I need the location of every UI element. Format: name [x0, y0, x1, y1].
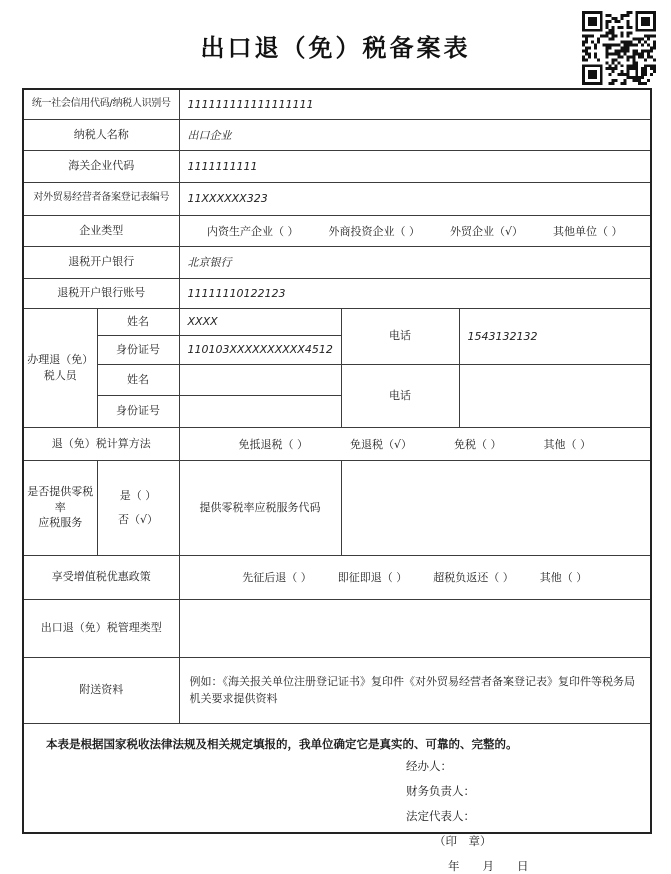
row-refund-bank — [23, 246, 651, 278]
handler2-phone-value — [459, 364, 651, 427]
option-other: 其他（ ） — [543, 437, 591, 451]
handlers-label-line1: 办理退（免） — [27, 352, 94, 366]
row-trade-reg-no — [23, 182, 651, 215]
taxpayer-name-label: 纳税人名称 — [23, 119, 179, 150]
calc-method-label: 退（免）税计算方法 — [23, 427, 179, 460]
declaration-statement: 本表是根据国家税收法律法规及相关规定填报的，我单位确定它是真实的、可靠的、完整的。 — [46, 736, 518, 751]
customs-code-label: 海关企业代码 — [23, 150, 179, 182]
handler2-id-label: 身份证号 — [97, 395, 179, 427]
handlers-label-line2: 税人员 — [43, 368, 77, 382]
option-other-unit: 其他单位（ ） — [553, 224, 623, 238]
refund-bank-label: 退税开户银行 — [23, 246, 179, 278]
handler1-id-value: 110103XXXXXXXXXX4512 — [179, 335, 341, 364]
handler2-id-value — [179, 395, 341, 427]
signature-block — [406, 758, 529, 874]
vat-policy-options — [179, 555, 651, 599]
row-declaration — [23, 723, 651, 833]
legal-representative-signature-label: 法定代表人： — [406, 808, 475, 823]
zero-rate-label — [23, 460, 97, 555]
taxpayer-name-value: 出口企业 — [179, 119, 651, 150]
customs-code-value: 1111111111 — [179, 150, 651, 182]
refund-bank-account-label: 退税开户银行账号 — [23, 278, 179, 308]
option-other-policy: 其他（ ） — [539, 571, 588, 584]
row-enterprise-type — [23, 215, 651, 246]
attachments-value: 例如：《海关报关单位注册登记证书》复印件《对外贸易经营者备案登记表》复印件等税务局机关要求提供资料 — [179, 657, 651, 723]
enterprise-type-label: 企业类型 — [23, 215, 179, 246]
row-handler2-name — [23, 364, 651, 395]
handler1-name-value: XXXX — [179, 308, 341, 335]
zero-rate-yes-option: 是（ ） — [119, 488, 157, 502]
seal-placeholder: （印 章） — [434, 833, 492, 848]
zero-rate-code-value — [341, 460, 651, 555]
option-refund-upon-levy: 即征即退（ ） — [337, 571, 408, 584]
handlers-label — [23, 308, 97, 427]
row-refund-bank-account — [23, 278, 651, 308]
credit-code-label: 统一社会信用代码/纳税人识别号 — [23, 89, 179, 119]
row-zero-rate-service — [23, 460, 651, 555]
row-customs-code — [23, 150, 651, 182]
handler2-name-label: 姓名 — [97, 364, 179, 395]
row-mgmt-type — [23, 599, 651, 657]
zero-rate-label-line1: 是否提供零税率 — [27, 484, 94, 514]
row-handler1-name — [23, 308, 651, 335]
declaration-cell — [23, 723, 651, 873]
date-placeholder: 年 月 日 — [448, 858, 529, 873]
option-domestic-producer: 内资生产企业（ ） — [206, 224, 299, 238]
zero-rate-code-label: 提供零税率应税服务代码 — [179, 460, 341, 555]
handler1-id-label: 身份证号 — [97, 335, 179, 364]
row-taxpayer-name — [23, 119, 651, 150]
row-calc-method — [23, 427, 651, 460]
option-foreign-invested: 外商投资企业（ ） — [328, 224, 420, 238]
row-vat-policy — [23, 555, 651, 599]
option-excess-burden-refund: 超税负返还（ ） — [433, 571, 514, 584]
page-title: 出口退（免）税备案表 — [200, 34, 471, 62]
handler1-name-label: 姓名 — [97, 308, 179, 335]
enterprise-type-options — [179, 215, 651, 246]
row-credit-code — [23, 89, 651, 119]
trade-reg-no-label: 对外贸易经营者备案登记表编号 — [23, 182, 179, 215]
handler2-phone-label: 电话 — [341, 364, 459, 427]
attachments-label: 附送资料 — [23, 657, 179, 723]
filing-form-table — [22, 88, 652, 873]
refund-bank-value: 北京银行 — [179, 246, 651, 278]
mgmt-type-label: 出口退（免）税管理类型 — [23, 599, 179, 657]
zero-rate-label-line2: 应税服务 — [38, 516, 83, 530]
option-exempt-refund-checked: 免退税（√） — [349, 437, 412, 451]
option-levy-first-refund-later: 先征后退（ ） — [242, 571, 312, 584]
mgmt-type-value — [179, 599, 651, 657]
option-foreign-trade-checked: 外贸企业（√） — [449, 224, 523, 238]
option-exempt: 免税（ ） — [454, 437, 502, 451]
qr-code — [582, 11, 656, 85]
trade-reg-no-value: 11XXXXXX323 — [179, 182, 651, 215]
zero-rate-yes-no — [97, 460, 179, 555]
handler-signature-label: 经办人： — [406, 758, 452, 773]
finance-officer-signature-label: 财务负责人： — [406, 783, 475, 798]
zero-rate-no-option-checked: 否（√） — [117, 512, 158, 526]
refund-bank-account-value: 11111110122123 — [179, 278, 651, 308]
credit-code-value: 111111111111111111 — [179, 89, 651, 119]
row-attachments — [23, 657, 651, 723]
handler2-name-value — [179, 364, 341, 395]
handler1-phone-value: 1543132132 — [459, 308, 651, 364]
handler1-phone-label: 电话 — [341, 308, 459, 364]
calc-method-options — [179, 427, 651, 460]
option-exempt-offset-refund: 免抵退税（ ） — [238, 437, 308, 451]
vat-policy-label: 享受增值税优惠政策 — [23, 555, 179, 599]
